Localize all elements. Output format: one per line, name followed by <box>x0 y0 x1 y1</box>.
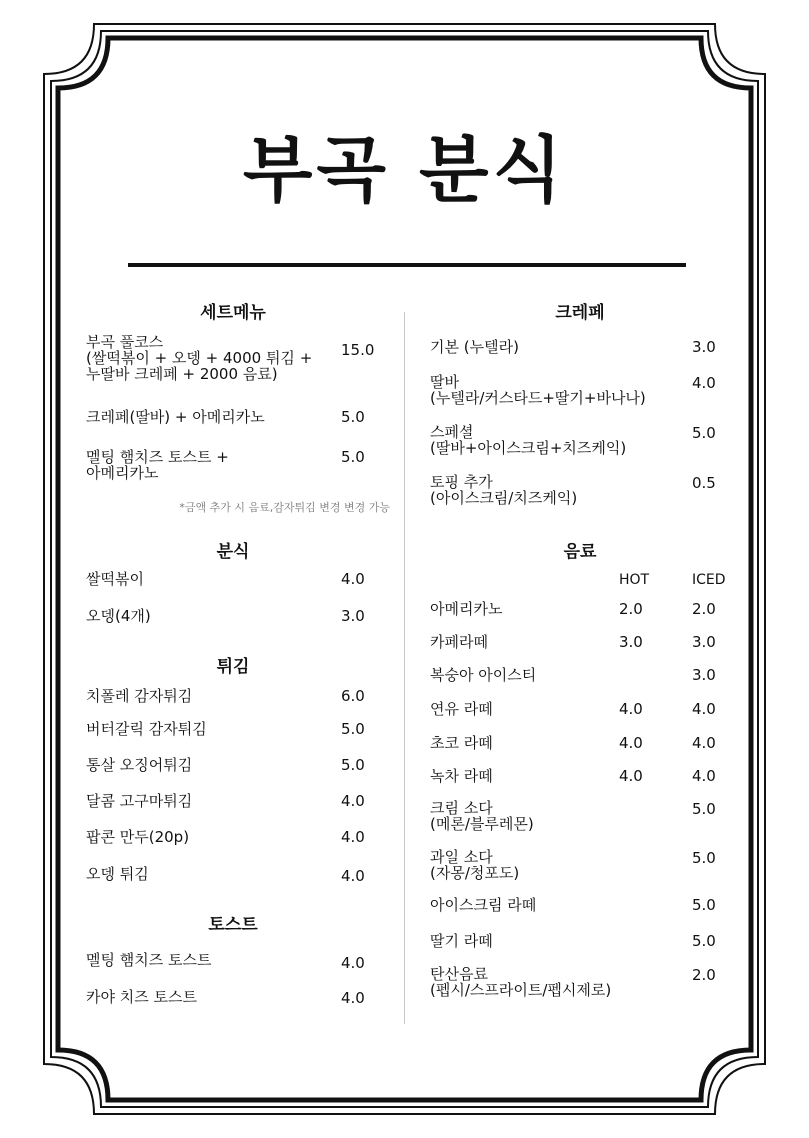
item-price-hot: 2.0 <box>619 600 643 618</box>
item-name: 부곡 풀코스 <box>86 333 164 351</box>
item-price-hot: 4.0 <box>619 767 643 785</box>
item-price: 5.0 <box>341 720 365 738</box>
section-fried: 튀김 <box>216 657 250 677</box>
item-name: 딸바 <box>430 373 459 391</box>
drink-header-iced: ICED <box>692 572 726 588</box>
item-price-hot: 4.0 <box>619 700 643 718</box>
item-price: 6.0 <box>341 687 365 705</box>
item-name: 연유 라떼 <box>430 700 493 718</box>
item-desc: (누텔라/커스타드+딸기+바나나) <box>430 389 646 407</box>
item-desc: (아이스크림/치즈케익) <box>430 489 578 507</box>
item-name: 카야 치즈 토스트 <box>86 988 197 1006</box>
item-name: 팝콘 만두(20p) <box>86 828 190 846</box>
section-set-menu: 세트메뉴 <box>200 303 266 323</box>
item-price-iced: 4.0 <box>692 734 716 752</box>
item-price: 4.0 <box>341 867 365 885</box>
item-price-iced: 3.0 <box>692 633 716 651</box>
item-price: 0.5 <box>692 474 716 492</box>
item-name: 통살 오징어튀김 <box>86 756 193 774</box>
section-drink: 음료 <box>563 542 597 562</box>
section-toast: 토스트 <box>208 915 258 935</box>
item-desc: (쌀떡볶이 + 오뎅 + 4000 튀김 + <box>86 349 313 367</box>
item-desc: (자몽/청포도) <box>430 864 520 882</box>
item-price-iced: 2.0 <box>692 966 716 984</box>
item-price-hot: 4.0 <box>619 734 643 752</box>
item-desc: (펩시/스프라이트/펩시제로) <box>430 981 612 999</box>
item-name: 딸기 라떼 <box>430 932 493 950</box>
item-name: 과일 소다 <box>430 848 493 866</box>
item-price: 3.0 <box>692 338 716 356</box>
item-name: 복숭아 아이스티 <box>430 666 537 684</box>
item-name: 크림 소다 <box>430 799 493 817</box>
item-name: 멜팅 햄치즈 토스트 <box>86 951 212 969</box>
item-price: 4.0 <box>341 989 365 1007</box>
item-price: 4.0 <box>692 374 716 392</box>
item-price: 4.0 <box>341 954 365 972</box>
item-price-iced: 2.0 <box>692 600 716 618</box>
item-name: 아이스크림 라떼 <box>430 896 537 914</box>
item-price: 5.0 <box>341 448 365 466</box>
item-desc: (메론/블루레몬) <box>430 815 534 833</box>
item-price-iced: 3.0 <box>692 666 716 684</box>
item-name: 멜팅 햄치즈 토스트 + <box>86 448 229 466</box>
item-name: 크레페(딸바) + 아메리카노 <box>86 408 265 426</box>
item-price: 15.0 <box>341 341 375 359</box>
section-crepe: 크레페 <box>555 303 605 323</box>
item-name: 기본 (누텔라) <box>430 338 519 356</box>
drink-header-hot: HOT <box>619 572 650 588</box>
item-desc: (딸바+아이스크림+치즈케익) <box>430 439 627 457</box>
column-divider <box>404 312 405 1024</box>
item-name: 달콤 고구마튀김 <box>86 792 193 810</box>
item-name: 오뎅(4개) <box>86 607 151 625</box>
item-name: 카페라떼 <box>430 633 488 651</box>
item-price-iced: 4.0 <box>692 700 716 718</box>
item-desc: 누딸바 크레페 + 2000 음료) <box>86 365 278 383</box>
item-price-hot: 3.0 <box>619 633 643 651</box>
item-price-iced: 5.0 <box>692 849 716 867</box>
item-price: 3.0 <box>341 607 365 625</box>
menu-title: 부곡 분식 <box>242 128 567 212</box>
item-name: 스페셜 <box>430 423 474 441</box>
item-name: 치폴레 감자튀김 <box>86 687 193 705</box>
title-divider <box>128 263 686 267</box>
item-price: 5.0 <box>341 756 365 774</box>
item-name: 오뎅 튀김 <box>86 865 149 883</box>
item-price-iced: 5.0 <box>692 896 716 914</box>
item-name: 토핑 추가 <box>430 473 493 491</box>
item-price: 5.0 <box>692 424 716 442</box>
item-price-iced: 4.0 <box>692 767 716 785</box>
item-name: 녹차 라떼 <box>430 767 493 785</box>
item-price: 4.0 <box>341 570 365 588</box>
item-name: 쌀떡볶이 <box>86 570 144 588</box>
item-price-iced: 5.0 <box>692 932 716 950</box>
item-name: 탄산음료 <box>430 965 488 983</box>
item-price: 4.0 <box>341 792 365 810</box>
item-name: 초코 라떼 <box>430 734 493 752</box>
item-price-iced: 5.0 <box>692 800 716 818</box>
item-desc: 아메리카노 <box>86 464 159 482</box>
item-name: 버터갈릭 감자튀김 <box>86 720 207 738</box>
section-snack: 분식 <box>216 542 250 562</box>
item-price: 5.0 <box>341 408 365 426</box>
set-menu-note: *금액 추가 시 음료,감자튀김 변경 변경 가능 <box>179 501 390 514</box>
item-name: 아메리카노 <box>430 600 503 618</box>
item-price: 4.0 <box>341 828 365 846</box>
